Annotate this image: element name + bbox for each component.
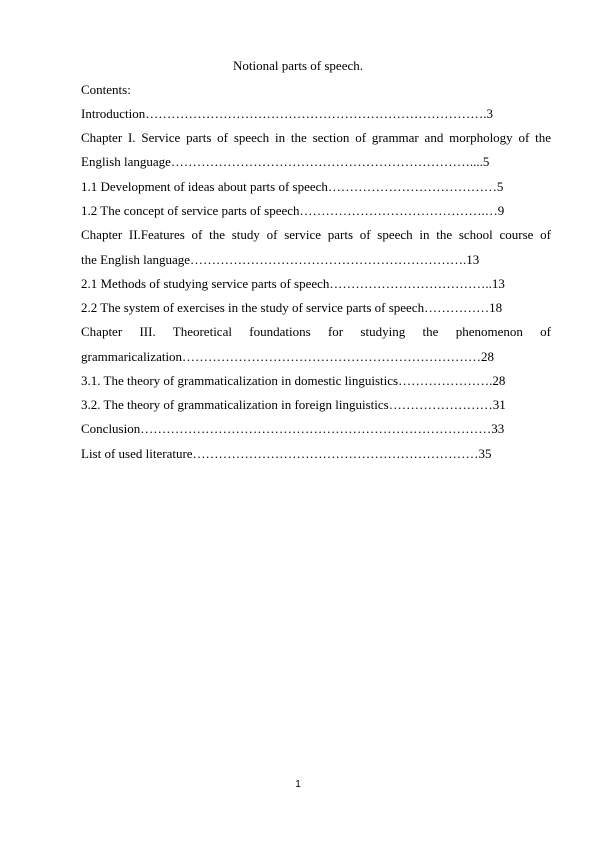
toc-entry-section-1-1: 1.1 Development of ideas about parts of speech…………………………………5 xyxy=(81,179,504,194)
toc-entry-section-3-1: 3.1. The theory of grammaticalization in domestic linguistics………………….28 xyxy=(81,373,506,388)
toc-entry-section-2-1: 2.1 Methods of studying service parts of speech………………………………..13 xyxy=(81,276,505,291)
toc-entry-chapter-1-line-1: Chapter I. Service parts of speech in the section of grammar and morphology of the xyxy=(81,130,551,145)
page-number: 1 xyxy=(295,779,301,790)
toc-entry-section-3-2: 3.2. The theory of grammaticalization in foreign linguistics……………………31 xyxy=(81,397,506,412)
toc-entry-chapter-3-line-2: grammaricalization……………………………………………………………28 xyxy=(81,349,495,364)
toc-entry-section-2-2: 2.2 The system of exercises in the study of service parts of speech……………18 xyxy=(81,300,503,315)
toc-entry-section-1-2: 1.2 The concept of service parts of speech…………………………………….…9 xyxy=(81,203,505,218)
toc-entry-chapter-3-line-1: Chapter III. Theoretical foundations for studying the phenomenon of xyxy=(81,324,551,339)
toc-entry-conclusion: Conclusion………………………………………………………………………33 xyxy=(81,421,505,436)
toc-entry-literature: List of used literature…………………………………………………………35 xyxy=(81,446,492,461)
toc-entry-chapter-2-line-1: Chapter II.Features of the study of service parts of speech in the school course of xyxy=(81,227,551,242)
contents-heading: Contents: xyxy=(81,82,131,97)
toc-entry-chapter-1-line-2: English language……………………………………………………………....5 xyxy=(81,154,490,169)
toc-entry-chapter-2-line-2: the English language……………………………………………………….13 xyxy=(81,252,480,267)
toc-entry-introduction: Introduction…………………………………………………………………….3 xyxy=(81,106,494,121)
document-title: Notional parts of speech. xyxy=(233,58,363,73)
